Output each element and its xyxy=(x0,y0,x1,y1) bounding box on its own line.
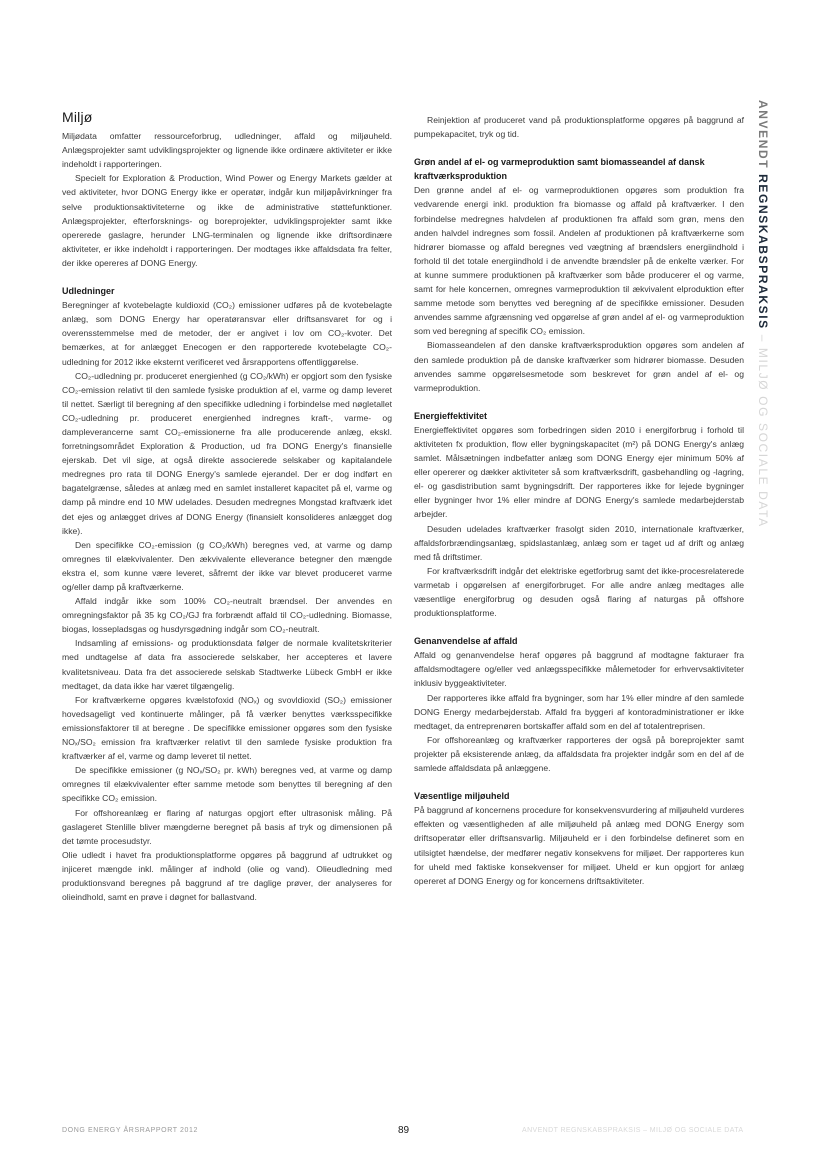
left-column xyxy=(62,110,392,904)
section-heading-udledninger: Udledninger xyxy=(62,286,115,297)
udledninger-paragraph: Beregninger af kvotebelagte kuldioxid (CO₂) emissioner udføres på de kvotebelagte anlæg, som DONG Energy har operatøransvar eller driftsansvaret for og i overensstemmelse med de metoder, der er angivet i lov om CO₂-kvoter. Det bemærkes, at for anlægget Enecogen er den rapporterede kvotebelagte CO₂-udledning for 2012 ikke eksternt verificeret ved årsrapportens offentliggørelse. xyxy=(62,300,392,367)
intro-paragraph-1: Miljødata omfatter ressourceforbrug, udledninger, affald og miljøuheld. Anlægsprojekter samt udviklingsprojekter og lignende ikke ordinære aktiviteter er ikke indeholdt i rapporteringen. xyxy=(62,131,392,170)
udledninger-paragraph: De specifikke emissioner (g NOₓ/SO₂ pr. kWh) beregnes ved, at varme og damp omregnes til elækvivalenter efter samme metode som benyttes til beregning af den specifikke CO₂ emission. xyxy=(62,765,392,804)
udledninger-paragraph: For kraftværkerne opgøres kvælstofoxid (NOₓ) og svovldioxid (SO₂) emissioner hovedsageligt ved kontinuerte målinger, på få værker benyttes værksspecifikke emissionsfaktorer til at beregne . De specifikke emissioner opgøres som den fysiske NOₓ/SO₂ emission fra kraftværker relativt til den samlede fysiske produktion fra kraftværker af el, varme og damp leveret til nettet. xyxy=(62,694,392,762)
genanv-paragraph: Affald og genanvendelse heraf opgøres på baggrund af modtagne fakturaer fra affaldsmodtagere og/eller ved anlægsspecifikke målemetoder for erhvervsaktiviteter inklusiv byggeaktiviteter. xyxy=(414,650,744,689)
page-number: 89 xyxy=(398,1125,410,1136)
groen-paragraph: Den grønne andel af el- og varmeproduktionen opgøres som produktion fra vedvarende energi inkl. produktion fra biomasse og affald på kraftværker. I den forbindelse medregnes halvdelen af produktionen fra affald som grøn, mens den anden halvdel indregnes som fossil. Andelen af produktionen på kraftværkerne som hidrører biomasse og affald beregnes ved vægtning af brændslers energiindhold i forhold til det totale energiindhold i de anvendte brændsler på de enkelte værker. For at kunne summere produktionen på kraftværker som både producerer el og varme, samt for hele koncernen, omregnes varmeproduktion til ækvivalent elproduktion efter samme metode som benyttes ved beregning af de specifikke emissioner. Desuden anvendes samme afgrænsning ved opgørelse af grøn andel af el- og varmeproduktion som ved beregning af specifik CO₂ emission. xyxy=(414,185,744,337)
section-genanvendelse xyxy=(414,634,744,775)
page-title: Miljø xyxy=(62,109,93,125)
section-udledninger xyxy=(62,284,392,904)
uheld-paragraph: På baggrund af koncernens procedure for konsekvensvurdering af miljøuheld vurderes effekten og væsentligheden af alle miljøuheld på anlæg med DONG Energy som driftsoperatør eller driftsansvarlig. Miljøuheld er i den forbindelse defineret som en utilsigtet hændelse, der medfører negativ konsekvens for miljøet. Der rapporteres kun for uheld med faktiske konsekvenser for miljøet. Uheld er kun opgjort for anlæg opereret af DONG Energy og for koncernens driftsaktiviteter. xyxy=(414,805,744,886)
udledninger-paragraph: Indsamling af emissions- og produktionsdata følger de normale kvalitetskriterier med undtagelse af data fra associerede selskaber, her accepteres et lavere kvalitetsniveau. Data fra det associerede selskab Stadtwerke Lübeck GmbH er ikke medtaget, da data ikke har været tilgængelig. xyxy=(62,638,392,691)
side-tab-part1: ANVENDT xyxy=(756,100,770,175)
section-heading-miljoeuheld: Væsentlige miljøuheld xyxy=(414,791,510,802)
right-column xyxy=(414,113,744,888)
energi-paragraph: Desuden udelades kraftværker frasolgt siden 2010, internationale kraftværker, affaldsforbrændingsanlæg, spidslastanlæg, anlæg som er taget ud af drift og anlæg med få driftstimer. xyxy=(414,523,744,562)
energi-paragraph: Energieffektivitet opgøres som forbedringen siden 2010 i energiforbrug i forhold til aktiviteten fx produktion, flow eller bygningskapacitet (m²) på DONG Energy's anlæg samlet. Målsætningen indbefatter anlæg som DONG Energy ejer minimum 50% af eller opererer og dækker aktiviteter så som kraftværksdrift, gasbehandling og -lagring, el- og gasdistribution samt bygningsdrift. Der rapporteres ikke for lejede bygninger eller bygninger hvor 1% eller mindre af DONG Energy's samlede medarbejderstab arbejder. xyxy=(414,424,744,520)
section-miljoeuheld xyxy=(414,789,744,888)
section-heading-energieffektivitet: Energieffektivitet xyxy=(414,410,488,421)
section-energieffektivitet xyxy=(414,409,744,620)
section-groen-andel xyxy=(414,155,744,395)
side-tab-part2: REGNSKABSPRAKSIS xyxy=(756,174,770,330)
udledninger-paragraph: CO₂-udledning pr. produceret energienhed (g CO₂/kWh) er opgjort som den fysiske CO₂-emission relativt til den samlede fysiske produktion af el, varme og damp leveret til nettet. Særligt til beregning af den specifikke udledning i forbindelse med nøgletallet CO₂-udledning pr. produceret energienhed indregnes kraft-, varme- og dampleverancerne samt CO₂-emissionerne fra alle producerende anlæg, ekskl. forretningsområdet Exploration & Production, ud fra DONG Energy's finansielle ejerskab. Det vil sige, at også direkte associerede selskaber og kapitalandele medregnes pro rata til DONG Energy's samlede ejerandel. Der er dog indført en bagatelgrænse, således at anlæg med en samlet installeret kapacitet på el, varme og damp på mindre end 10 MW udelades. Desuden medregnes Mongstad kraftværk idet det ejes og anlægget drives af DONG Energy (finansielt konsolideres anlægget dog ikke). xyxy=(62,370,392,536)
section-heading-groen-andel: Grøn andel af el- og varmeproduktion samt biomasseandel af dansk kraftværksproduktion xyxy=(414,157,705,182)
side-tab-part3: – MILJØ OG SOCIALE DATA xyxy=(756,329,770,528)
side-section-label xyxy=(756,100,770,528)
lead-paragraph: Reinjektion af produceret vand på produktionsplatforme opgøres på baggrund af pumpekapacitet, tryk og tid. xyxy=(414,115,744,140)
footer-section: ANVENDT REGNSKABSPRAKSIS – MILJØ OG SOCIALE DATA xyxy=(522,1127,744,1134)
udledninger-paragraph: Affald indgår ikke som 100% CO₂-neutralt brændsel. Der anvendes en omregningsfaktor på 35 kg CO₂/GJ fra forbrændt affald til CO₂-udledning. Biomasse, biogas, lossepladsgas og husdyrsgødning indgår som CO₂-neutralt. xyxy=(62,596,392,635)
section-heading-genanvendelse: Genanvendelse af affald xyxy=(414,636,518,647)
energi-paragraph: For kraftværksdrift indgår det elektriske egetforbrug samt det ikke-procesrelaterede varmetab i opgørelsen af energiforbruget. For alle andre anlæg medtages alle væsentlige energiforbrug og desuden også flaring af naturgas på offshore produktionsplatforme. xyxy=(414,565,744,619)
genanv-paragraph: For offshoreanlæg og kraftværker rapporteres der også på boreprojekter samt projekter på eksisterende anlæg, da affaldsdata fra projekter indgår som en del af de samlede affaldsdata på anlæggene. xyxy=(414,734,744,774)
intro-paragraph-2: Specielt for Exploration & Production, Wind Power og Energy Markets gælder at ved aktiviteter, hvor DONG Energy ikke er operatør, indgår kun miljøpåvirkninger fra selve produktionsaktiviteterne og ikke de administrative støttefunktioner. Anlægsprojekter, efterforsknings- og boreprojekter, udviklingsprojekter samt ikke opererede gaslagre, herunder LNG-terminalen og lignende ikke driftsordinære aktiviteter, er ikke indeholdt i rapporteringen. Der modtages ikke affaldsdata fra felter, der ikke opereres af DONG Energy. xyxy=(62,173,392,268)
side-section-tab xyxy=(756,100,778,620)
udledninger-paragraph: Den specifikke CO₂-emission (g CO₂/kWh) beregnes ved, at varme og damp omregnes til elækvivalenter. Den ækvivalente elleverance betegner den mængde ekstra el, som kunne være leveret, såfremt der ikke var blevet produceret varme og/eller damp på kraftværkerne. xyxy=(62,539,392,592)
groen-paragraph: Biomasseandelen af den danske kraftværksproduktion opgøres som andelen af den samlede produktion på de danske kraftværker som hidrører biomasse. Desuden anvendes samme opgørelsesmetode som beskrevet for grøn andel af el- og varmeproduktion. xyxy=(414,340,744,393)
udledninger-paragraph: Olie udledt i havet fra produktionsplatforme opgøres på baggrund af udtrukket og injiceret mængde inkl. målinger af indhold (olie og vand). Olieudledning med produktionsvand beregnes på baggrund af tre daglige prøver, der analyseres for olieindhold, samt en prøve i døgnet for ballastvand. xyxy=(62,849,392,903)
udledninger-paragraph: For offshoreanlæg er flaring af naturgas opgjort efter ultrasonisk måling. På gaslageret Stenlille bliver mængderne beregnet på basis af tryk og dimensionen på det tømte procesudstyr. xyxy=(62,807,392,846)
genanv-paragraph: Der rapporteres ikke affald fra bygninger, som har 1% eller mindre af den samlede DONG Energy medarbejderstab. Affald fra byggeri af kontoradministrationer er ikke medtaget, da entreprenøren bortskaffer affald som en del af totalentreprisen. xyxy=(414,692,744,731)
footer-publication: DONG ENERGY ÅRSRAPPORT 2012 xyxy=(62,1127,199,1134)
